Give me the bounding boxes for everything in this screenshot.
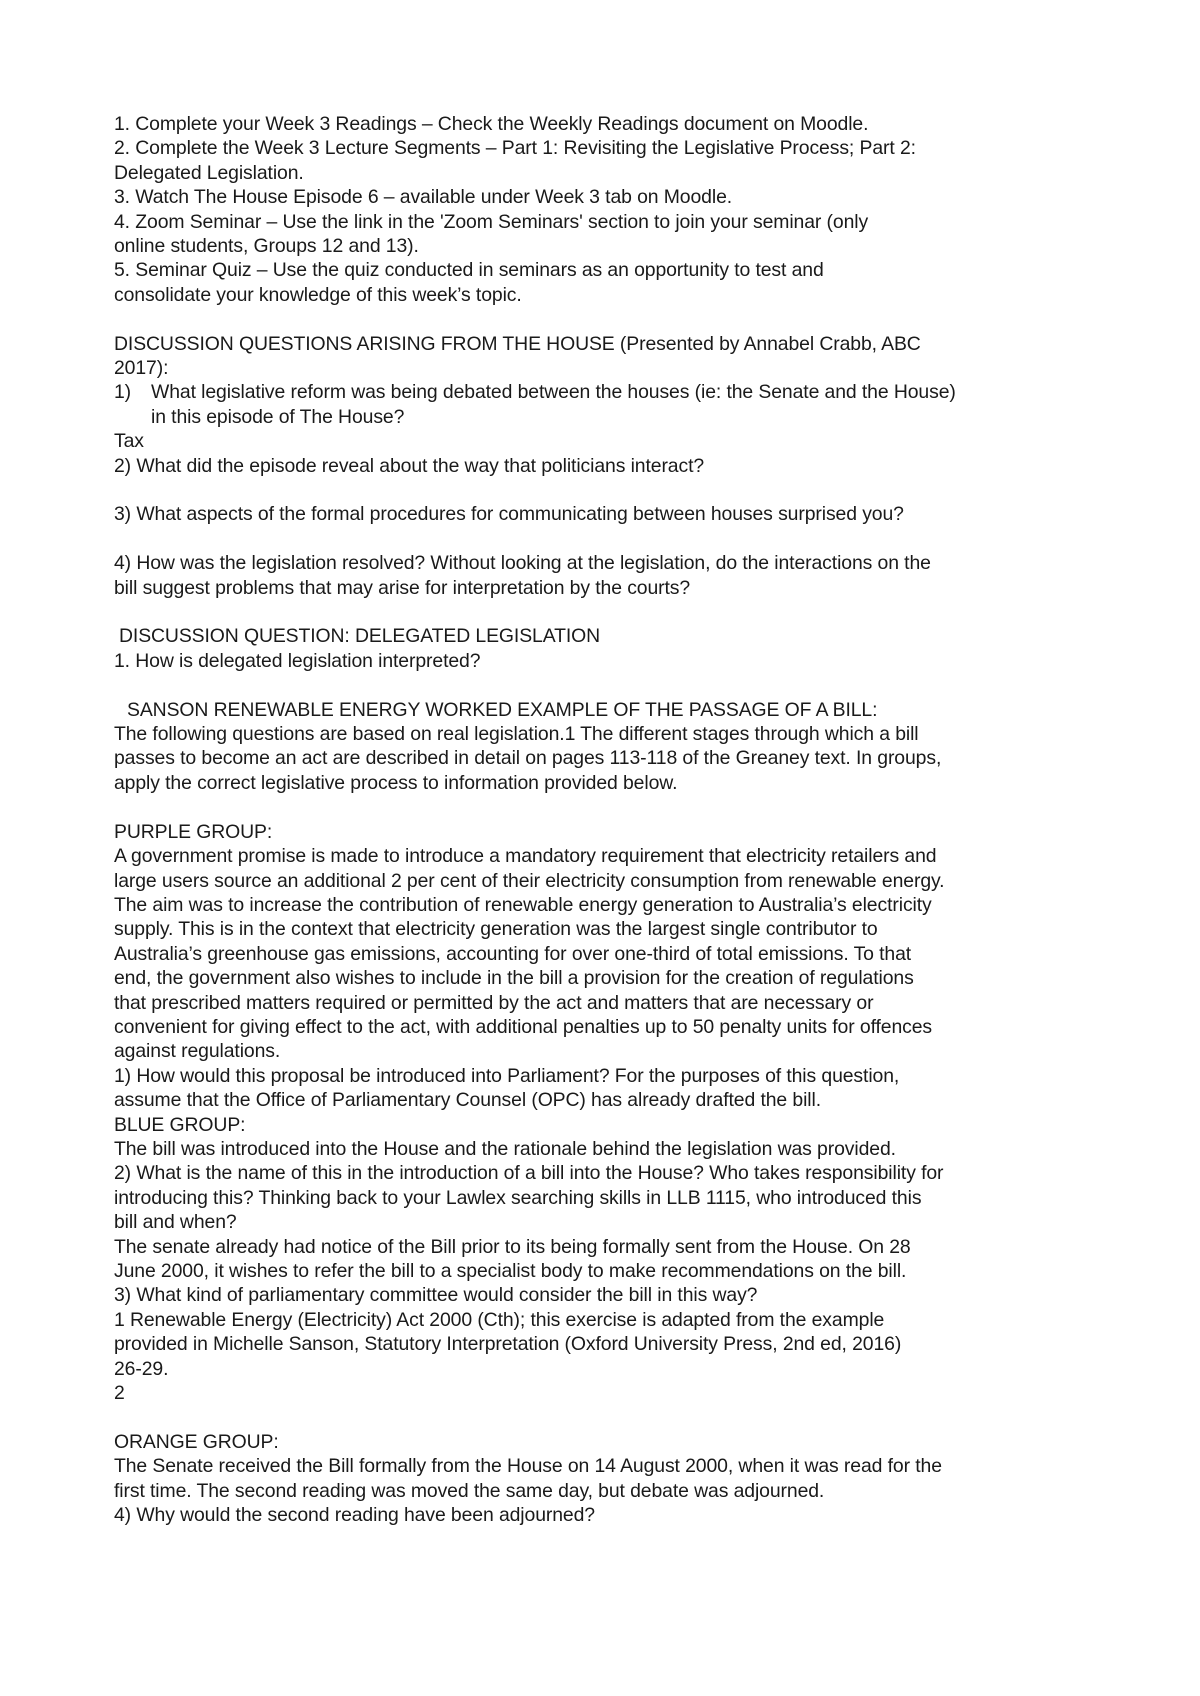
question-text: 2) What did the episode reveal about the way that politicians interact? — [114, 454, 705, 477]
spacer — [114, 478, 1104, 502]
page-number: 2 — [114, 1382, 125, 1405]
paragraph-line: supply. This is in the context that electricity generation was the largest single contributor to — [114, 918, 878, 941]
group-heading: ORANGE GROUP: — [114, 1430, 279, 1453]
sanson-example-section — [114, 698, 1104, 796]
house-discussion-section — [114, 332, 1104, 600]
question-text: 1. How is delegated legislation interpreted? — [114, 649, 481, 672]
answer-text: Tax — [114, 430, 144, 453]
paragraph-line: end, the government also wishes to include in the bill a provision for the creation of regulations — [114, 967, 914, 990]
task-line: 1. Complete your Week 3 Readings – Check the Weekly Readings document on Moodle. — [114, 113, 869, 135]
group-heading: BLUE GROUP: — [114, 1113, 246, 1136]
paragraph-line: against regulations. — [114, 1040, 281, 1063]
task-line: 5. Seminar Quiz – Use the quiz conducted in seminars as an opportunity to test and — [114, 259, 824, 282]
question-text: assume that the Office of Parliamentary Counsel (OPC) has already drafted the bill. — [114, 1089, 821, 1112]
question-text: bill and when? — [114, 1211, 237, 1234]
task-list — [114, 112, 1104, 307]
paragraph-line: June 2000, it wishes to refer the bill to a specialist body to make recommendations on the bill. — [114, 1260, 907, 1282]
task-line: 4. Zoom Seminar – Use the link in the 'Zoom Seminars' section to join your seminar (only — [114, 210, 869, 233]
question-text: 3) What kind of parliamentary committee would consider the bill in this way? — [114, 1284, 758, 1307]
purple-group-section — [114, 820, 1104, 1113]
spacer — [114, 527, 1104, 551]
spacer — [114, 307, 1104, 331]
question-text: 3) What aspects of the formal procedures for communicating between houses surprised you? — [114, 503, 904, 526]
question-text: 1) How would this proposal be introduced into Parliament? For the purposes of this question, — [114, 1064, 900, 1087]
section-heading: DISCUSSION QUESTION: DELEGATED LEGISLATION — [119, 625, 601, 648]
section-heading: DISCUSSION QUESTIONS ARISING FROM THE HOUSE (Presented by Annabel Crabb, ABC — [114, 332, 921, 355]
group-heading: PURPLE GROUP: — [114, 820, 273, 843]
paragraph-line: apply the correct legislative process to information provided below. — [114, 771, 678, 794]
paragraph-line: The following questions are based on real legislation.1 The different stages through which a bill — [114, 723, 919, 746]
paragraph-line: The Senate received the Bill formally from the House on 14 August 2000, when it was read for the — [114, 1455, 942, 1478]
paragraph-line: that prescribed matters required or permitted by the act and matters that are necessary or — [114, 991, 874, 1014]
document-page — [114, 112, 1104, 1527]
question-item — [114, 380, 1104, 429]
paragraph-line: large users source an additional 2 per cent of their electricity consumption from renewable energy. — [114, 869, 945, 892]
paragraph-line: The bill was introduced into the House and the rationale behind the legislation was provided. — [114, 1137, 896, 1160]
task-line: consolidate your knowledge of this week’s topic. — [114, 283, 522, 306]
paragraph-line: passes to become an act are described in detail on pages 113-118 of the Greaney text. In groups, — [114, 747, 942, 770]
paragraph-line: A government promise is made to introduce a mandatory requirement that electricity retailers and — [114, 845, 937, 868]
question-text: 2) What is the name of this in the introduction of a bill into the House? Who takes responsibility for — [114, 1162, 944, 1185]
spacer — [114, 1405, 1104, 1429]
question-line: What legislative reform was being debated between the houses (ie: the Senate and the House) — [151, 381, 956, 404]
task-line: 3. Watch The House Episode 6 – available under Week 3 tab on Moodle. — [114, 186, 733, 209]
question-line: in this episode of The House? — [151, 405, 405, 428]
spacer — [114, 795, 1104, 819]
question-text: 4) Why would the second reading have been adjourned? — [114, 1504, 595, 1527]
blue-group-section — [114, 1113, 1104, 1406]
spacer — [114, 600, 1104, 624]
section-heading: SANSON RENEWABLE ENERGY WORKED EXAMPLE OF THE PASSAGE OF A BILL: — [127, 698, 878, 721]
spacer — [114, 673, 1104, 697]
footnote-line: provided in Michelle Sanson, Statutory Interpretation (Oxford University Press, 2nd ed, 2016) — [114, 1333, 902, 1356]
task-line: online students, Groups 12 and 13). — [114, 235, 419, 258]
paragraph-line: first time. The second reading was moved the same day, but debate was adjourned. — [114, 1479, 825, 1502]
question-text: introducing this? Thinking back to your Lawlex searching skills in LLB 1115, who introduced this — [114, 1186, 922, 1209]
section-heading: 2017): — [114, 357, 169, 380]
orange-group-section — [114, 1430, 1104, 1528]
task-line: Delegated Legislation. — [114, 161, 304, 184]
question-text: bill suggest problems that may arise for interpretation by the courts? — [114, 576, 691, 599]
footnote-line: 26-29. — [114, 1357, 169, 1380]
footnote-line: 1 Renewable Energy (Electricity) Act 2000 (Cth); this exercise is adapted from the example — [114, 1308, 885, 1331]
paragraph-line: The aim was to increase the contribution of renewable energy generation to Australia’s electricity — [114, 893, 932, 916]
question-text: 4) How was the legislation resolved? Without looking at the legislation, do the interactions on the — [114, 552, 931, 575]
paragraph-line: convenient for giving effect to the act, with additional penalties up to 50 penalty units for offences — [114, 1015, 933, 1038]
paragraph-line: The senate already had notice of the Bill prior to its being formally sent from the House. On 28 — [114, 1235, 911, 1258]
paragraph-line: Australia’s greenhouse gas emissions, accounting for over one-third of total emissions. To that — [114, 942, 912, 965]
delegated-legislation-section — [114, 624, 1104, 673]
task-line: 2. Complete the Week 3 Lecture Segments – Part 1: Revisiting the Legislative Process; Part 2: — [114, 137, 916, 160]
question-number: 1) — [114, 381, 132, 404]
question-text — [151, 380, 956, 429]
